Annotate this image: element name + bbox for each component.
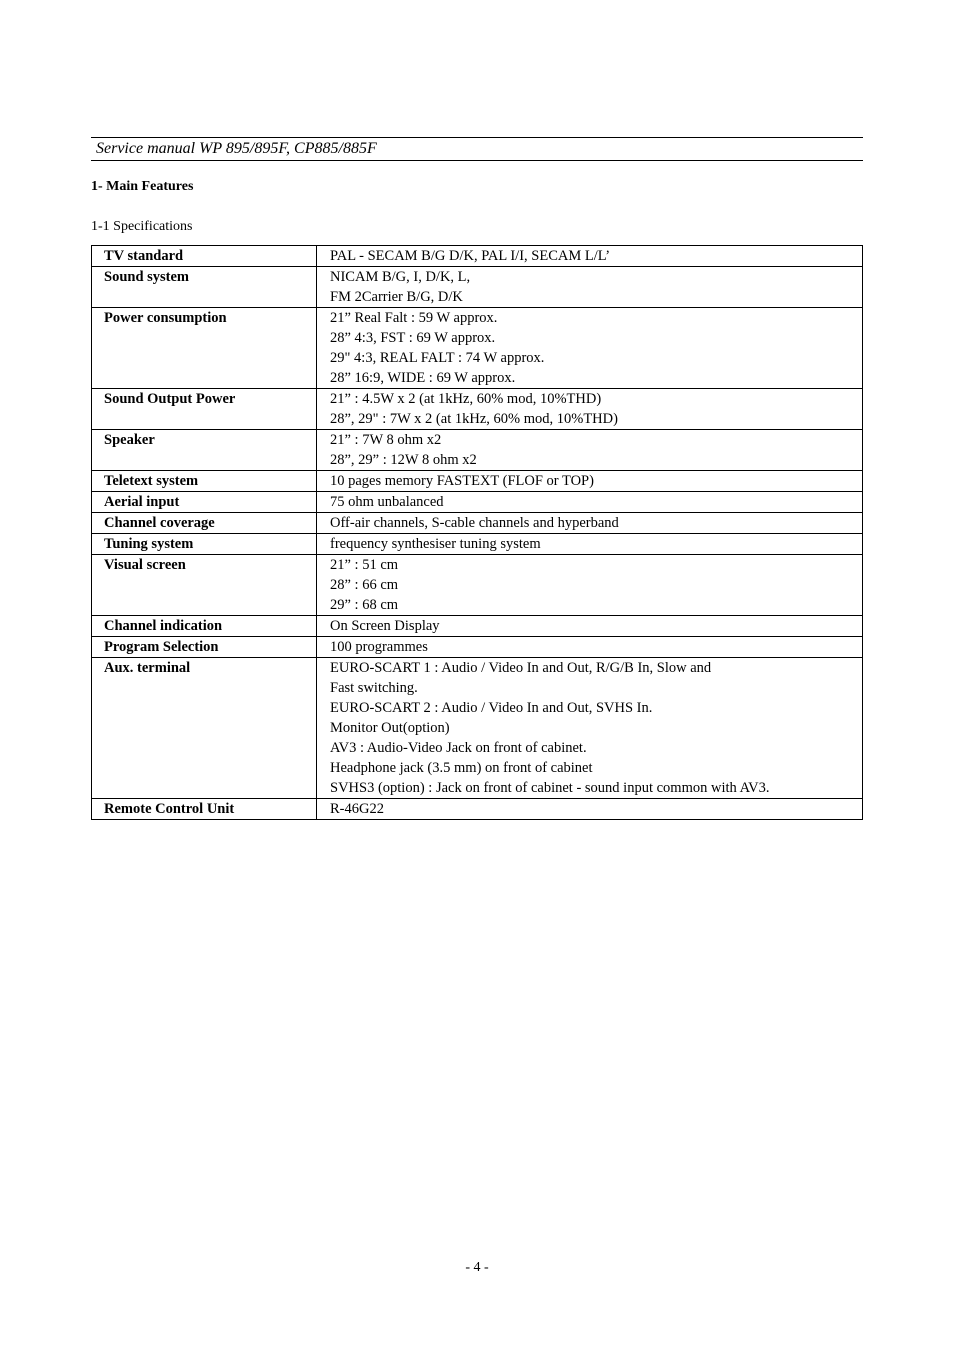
specifications-table bbox=[91, 245, 863, 820]
spec-value bbox=[317, 637, 863, 658]
spec-value bbox=[317, 308, 863, 389]
spec-row bbox=[92, 308, 863, 389]
spec-value-line: SVHS3 (option) : Jack on front of cabinet - sound input common with AV3. bbox=[330, 780, 770, 796]
spec-value-line: 21” : 51 cm bbox=[330, 557, 399, 573]
spec-value-line: 28” 16:9, WIDE : 69 W approx. bbox=[330, 370, 516, 386]
spec-label: Channel coverage bbox=[92, 513, 317, 534]
page-number: - 4 - bbox=[465, 1260, 489, 1275]
spec-row bbox=[92, 658, 863, 799]
spec-value-line: Off-air channels, S-cable channels and hyperband bbox=[330, 515, 619, 531]
spec-value-line: 28”, 29" : 7W x 2 (at 1kHz, 60% mod, 10%THD) bbox=[330, 411, 618, 427]
spec-value-line: PAL - SECAM B/G D/K, PAL I/I, SECAM L/L’ bbox=[330, 248, 611, 264]
spec-value-line: 28” 4:3, FST : 69 W approx. bbox=[330, 330, 496, 346]
document-header bbox=[91, 137, 863, 161]
spec-value bbox=[317, 799, 863, 820]
spec-value-line: FM 2Carrier B/G, D/K bbox=[330, 289, 463, 305]
spec-value-line: 21” Real Falt : 59 W approx. bbox=[330, 310, 498, 326]
spec-label: Channel indication bbox=[92, 616, 317, 637]
spec-label: Power consumption bbox=[92, 308, 317, 389]
spec-value bbox=[317, 492, 863, 513]
spec-value-line: 100 programmes bbox=[330, 639, 428, 655]
spec-value bbox=[317, 513, 863, 534]
subsection-heading: 1-1 Specifications bbox=[91, 219, 193, 234]
spec-row bbox=[92, 389, 863, 430]
spec-label: Sound Output Power bbox=[92, 389, 317, 430]
spec-value bbox=[317, 430, 863, 471]
spec-value-line: 29" 4:3, REAL FALT : 74 W approx. bbox=[330, 350, 545, 366]
spec-value-line: NICAM B/G, I, D/K, L, bbox=[330, 269, 471, 285]
spec-value-line: Monitor Out(option) bbox=[330, 720, 450, 736]
spec-value-line: AV3 : Audio-Video Jack on front of cabinet. bbox=[330, 740, 587, 756]
spec-value bbox=[317, 267, 863, 308]
spec-label: Remote Control Unit bbox=[92, 799, 317, 820]
spec-row bbox=[92, 430, 863, 471]
spec-value bbox=[317, 246, 863, 267]
specifications-table-body bbox=[92, 246, 863, 820]
spec-label: Teletext system bbox=[92, 471, 317, 492]
spec-value-line: EURO-SCART 2 : Audio / Video In and Out, SVHS In. bbox=[330, 700, 653, 716]
spec-row bbox=[92, 246, 863, 267]
section-heading: 1- Main Features bbox=[91, 179, 194, 194]
spec-value bbox=[317, 555, 863, 616]
spec-value-line: 28”, 29” : 12W 8 ohm x2 bbox=[330, 452, 477, 468]
spec-label: Aerial input bbox=[92, 492, 317, 513]
spec-row bbox=[92, 616, 863, 637]
spec-label: Tuning system bbox=[92, 534, 317, 555]
spec-label: Sound system bbox=[92, 267, 317, 308]
spec-value bbox=[317, 389, 863, 430]
spec-value-line: R-46G22 bbox=[330, 801, 384, 817]
spec-value-line: 29” : 68 cm bbox=[330, 597, 399, 613]
spec-label: Aux. terminal bbox=[92, 658, 317, 799]
spec-value-line: On Screen Display bbox=[330, 618, 440, 634]
spec-value-line: 21” : 4.5W x 2 (at 1kHz, 60% mod, 10%THD) bbox=[330, 391, 602, 407]
spec-value-line: Fast switching. bbox=[330, 680, 418, 696]
spec-row bbox=[92, 267, 863, 308]
document-title: Service manual WP 895/895F, CP885/885F bbox=[96, 140, 377, 157]
spec-value-line: 75 ohm unbalanced bbox=[330, 494, 444, 510]
spec-row bbox=[92, 555, 863, 616]
spec-label: Program Selection bbox=[92, 637, 317, 658]
spec-value-line: 28” : 66 cm bbox=[330, 577, 399, 593]
spec-row bbox=[92, 637, 863, 658]
spec-value bbox=[317, 616, 863, 637]
spec-value bbox=[317, 658, 863, 799]
spec-label: Visual screen bbox=[92, 555, 317, 616]
spec-value bbox=[317, 534, 863, 555]
spec-label: TV standard bbox=[92, 246, 317, 267]
spec-value bbox=[317, 471, 863, 492]
spec-label: Speaker bbox=[92, 430, 317, 471]
spec-value-line: Headphone jack (3.5 mm) on front of cabinet bbox=[330, 760, 593, 776]
spec-value-line: EURO-SCART 1 : Audio / Video In and Out, R/G/B In, Slow and bbox=[330, 660, 712, 676]
spec-row bbox=[92, 471, 863, 492]
spec-value-line: frequency synthesiser tuning system bbox=[330, 536, 541, 552]
spec-row bbox=[92, 534, 863, 555]
spec-row bbox=[92, 513, 863, 534]
spec-row bbox=[92, 492, 863, 513]
spec-row bbox=[92, 799, 863, 820]
spec-value-line: 21” : 7W 8 ohm x2 bbox=[330, 432, 442, 448]
spec-value-line: 10 pages memory FASTEXT (FLOF or TOP) bbox=[330, 473, 594, 489]
